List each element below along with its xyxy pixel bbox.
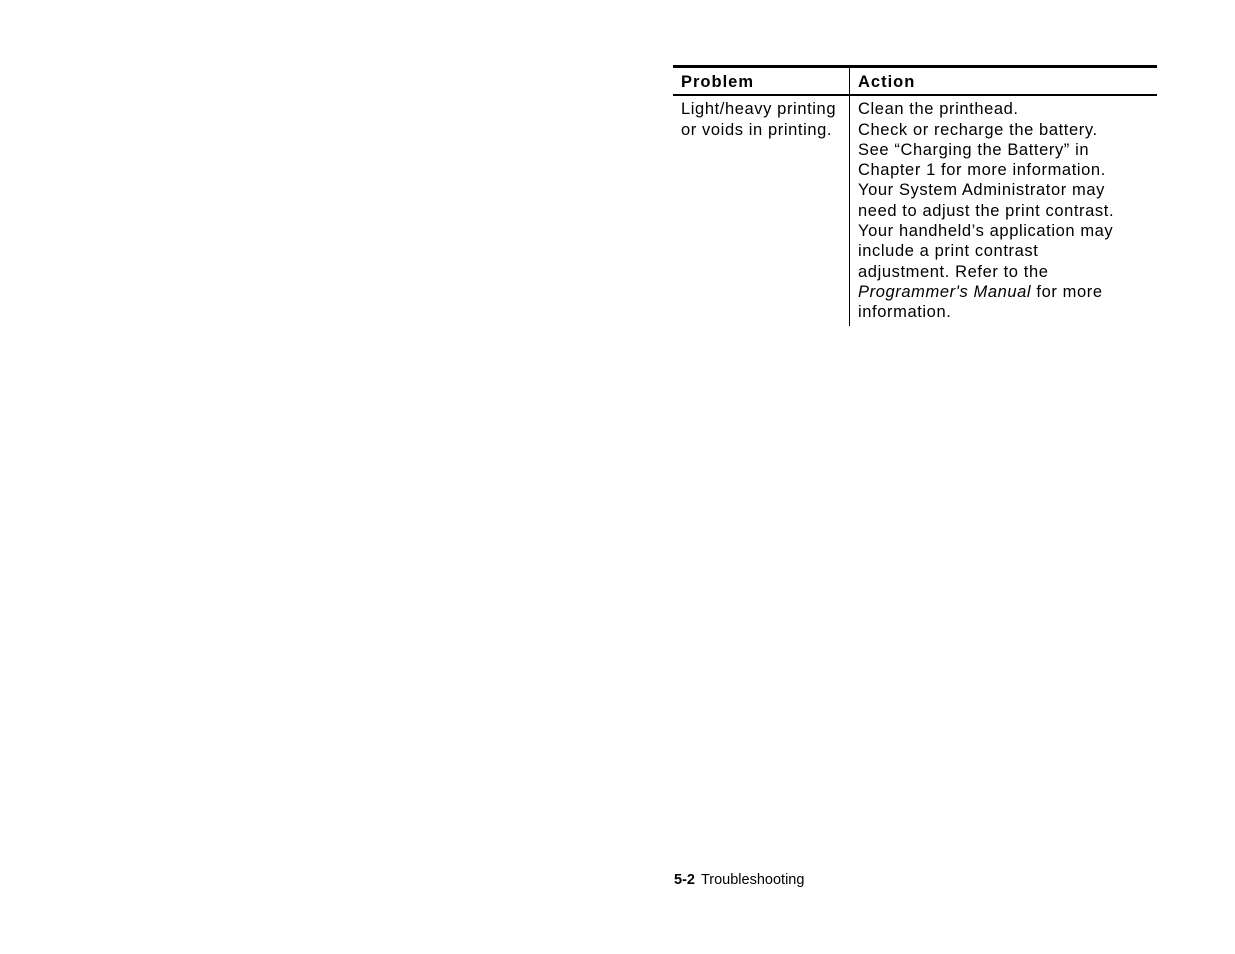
action-line: See “Charging the Battery” in	[858, 140, 1090, 159]
action-line: information.	[858, 303, 952, 322]
problem-cell: Light/heavy printing or voids in printing.	[673, 95, 850, 325]
action-line: Chapter 1 for more information.	[858, 161, 1106, 180]
manual-suffix: for more	[1031, 282, 1103, 301]
page-footer	[674, 872, 804, 888]
table-row	[673, 95, 1157, 325]
troubleshooting-table	[673, 65, 1157, 326]
action-line-manual-reference	[858, 282, 1149, 302]
header-problem: Problem	[673, 67, 850, 96]
manual-title: Programmer's Manual	[858, 282, 1032, 301]
section-title: Troubleshooting	[700, 872, 805, 888]
action-cell	[850, 95, 1157, 325]
action-line: need to adjust the print contrast.	[858, 201, 1115, 220]
action-line: Check or recharge the battery.	[858, 120, 1098, 139]
table-header-row	[673, 67, 1157, 96]
action-line: Your handheld’s application may	[858, 222, 1114, 241]
page-number: 5-2	[674, 872, 695, 888]
action-line: Clean the printhead.	[858, 100, 1019, 119]
action-line: adjustment. Refer to the	[858, 262, 1049, 281]
action-line: Your System Administrator may	[858, 181, 1105, 200]
action-line: include a print contrast	[858, 242, 1039, 261]
header-action: Action	[850, 67, 1157, 96]
